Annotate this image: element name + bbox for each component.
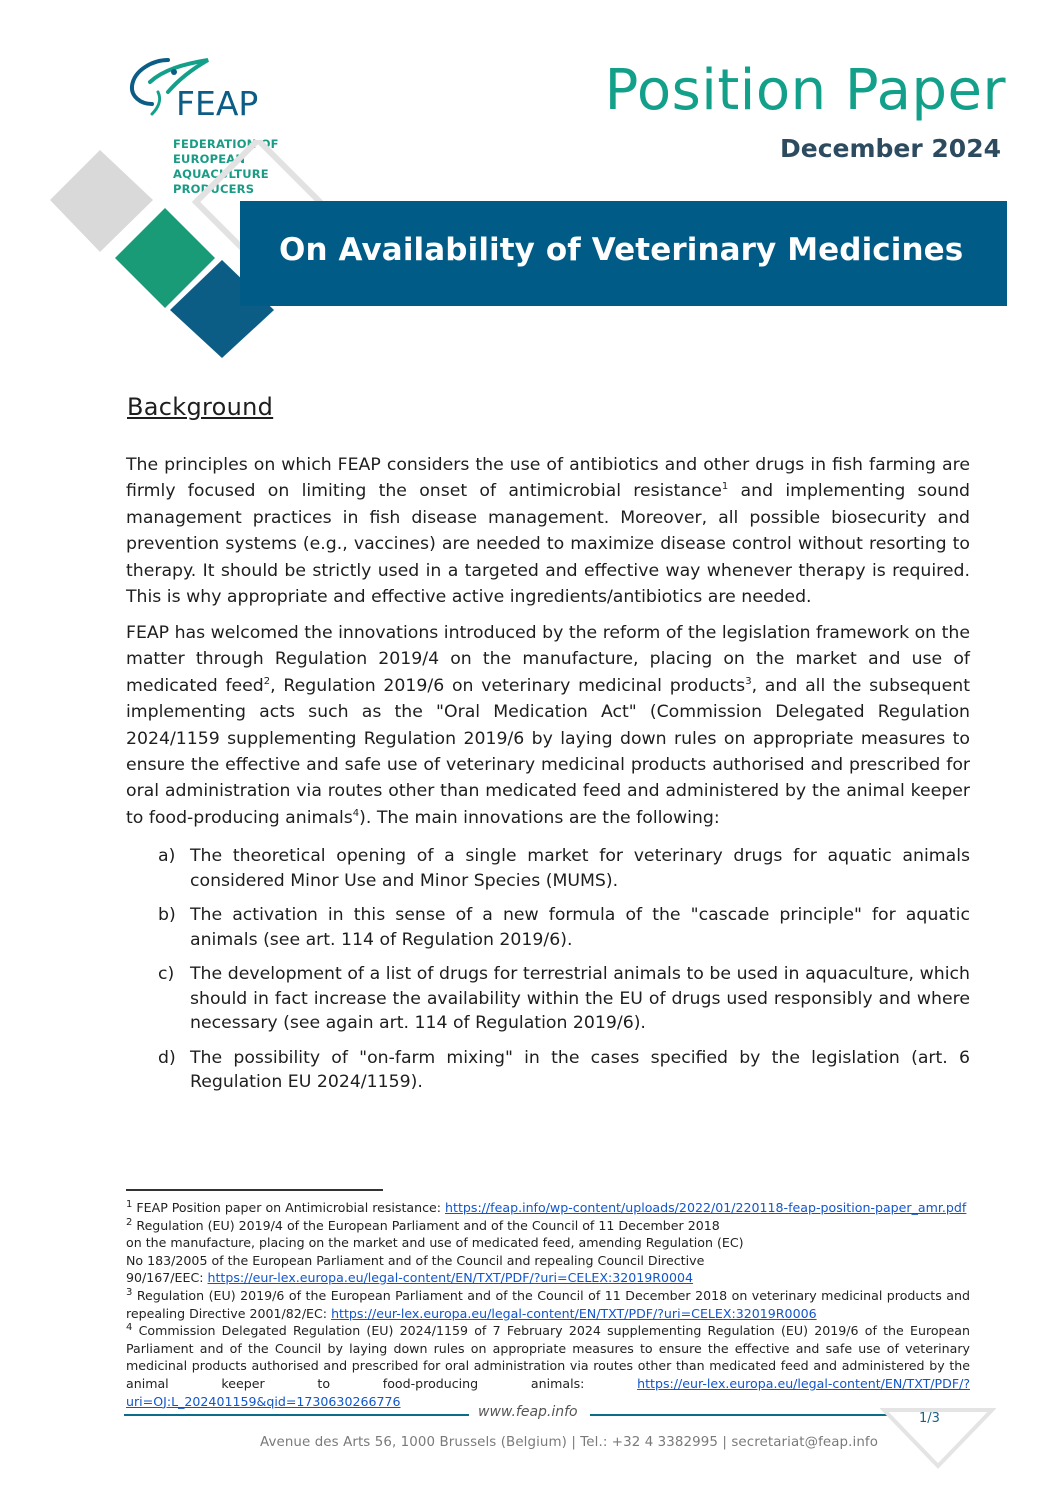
footnote-link[interactable]: https://eur-lex.europa.eu/legal-content/EN/TXT/PDF/?uri=CELEX:32019R0006 (331, 1305, 817, 1321)
list-item-text: The development of a list of drugs for terrestrial animals to be used in aquaculture, which should in fact increase the availability within the EU of drugs used responsibly and where necessary (see again art. 114 of Regulation 2019/6). (190, 964, 970, 1033)
list-marker: c) (158, 964, 175, 984)
footer-website-link[interactable]: www.feap.info (478, 1404, 578, 1420)
footer-rule-right (590, 1414, 890, 1416)
list-item-text: The theoretical opening of a single market for veterinary drugs for aquatic animals considered Minor Use and Minor Species (MUMS). (190, 846, 970, 891)
list-item (158, 903, 970, 952)
footnote-link[interactable]: https://eur-lex.europa.eu/legal-content/EN/TXT/PDF/?uri=OJ:L_202401159&qid=1730630266776 (126, 1375, 970, 1409)
footnote-ref[interactable]: 2 (263, 676, 271, 688)
section-heading: Background (127, 393, 274, 421)
footnote-link[interactable]: https://feap.info/wp-content/uploads/2022/01/220118-feap-position-paper_amr.pdf (445, 1200, 967, 1215)
list-item-text: The possibility of "on-farm mixing" in the cases specified by the legislation (art. 6 Regulation EU 2024/1159). (190, 1047, 970, 1092)
paragraph-1: The principles on which FEAP considers the use of antibiotics and other drugs in fish farming are firmly focused on limiting the onset of antimicrobial resistance$^1$ and implementing sound management practices in fish disease management. Moreover, all possible biosecurity and prevention systems (e.g., vaccines) are needed to maximize disease control without resorting to therapy. It should be strictly used in a targeted and effective way whenever therapy is required. This is why appropriate and effective active ingredients/antibiotics are needed. (126, 455, 971, 608)
document-date: December 2024 (780, 134, 1001, 163)
innovations-list (158, 844, 970, 1105)
footnote-separator (126, 1189, 383, 1191)
logo-subtitle-line: AQUACULTURE (173, 167, 269, 181)
footnote-ref[interactable]: 4 (352, 808, 360, 820)
document-type-title: Position Paper (604, 58, 1006, 123)
logo-subtitle-line: PRODUCERS (173, 182, 255, 196)
footnote-ref[interactable]: 3 (745, 676, 752, 688)
page-title: On Availability of Veterinary Medicines (279, 232, 964, 268)
footnote-link[interactable]: https://eur-lex.europa.eu/legal-content/EN/TXT/PDF/?uri=CELEX:32019R0004 (207, 1270, 694, 1286)
list-marker: d) (158, 1047, 176, 1068)
list-item (158, 1046, 970, 1095)
footnote-ref[interactable]: 1 (721, 481, 729, 493)
list-item-text: The activation in this sense of a new formula of the "cascade principle" for aquatic animals (see art. 114 of Regulation 2019/6). (190, 905, 970, 950)
footnote-3: $^3$ Regulation (EU) 2019/6 of the European Parliament and of the Council of 11 December 2018 on veterinary medicinal products and repealing Directive 2001/82/EC: https://eur-lex.europa.eu/legal-content/EN/TXT/PDF/?uri=CELEX:32019R0006 (126, 1286, 970, 1321)
paragraph-2: FEAP has welcomed the innovations introduced by the reform of the legislation framework on the matter through Regulation 2019/4 on the manufacture, placing on the market and use of medicated feed$^2$, Regulation 2019/6 on veterinary medicinal products$^3$, and all the subsequent implementing acts such as the "Oral Medication Act" (Commission Delegated Regulation 2024/1159 supplementing Regulation 2019/6 by laying down rules on appropriate measures to ensure the effective and safe use of veterinary medicinal products authorised and prescribed for oral administration via routes other than medicated feed and administered by the animal keeper to food-producing animals$^4$). The main innovations are the following: (126, 623, 970, 828)
footer-address: Avenue des Arts 56, 1000 Brussels (Belgium) | Tel.: +32 4 3382995 | secretariat@feap.info (260, 1435, 879, 1450)
list-marker: b) (158, 905, 176, 925)
footnotes (126, 1199, 970, 1410)
list-marker: a) (158, 846, 176, 866)
list-item (158, 962, 970, 1036)
footnote-1: $^1$ FEAP Position paper on Antimicrobial resistance: https://feap.info/wp-content/uploads/2022/01/220118-feap-position-paper_amr.pdf (126, 1198, 967, 1215)
logo-wordmark: FEAP (176, 84, 259, 123)
list-item (158, 844, 970, 893)
logo-subtitle-line: EUROPEAN (173, 152, 246, 166)
footnote-4: $^4$ Commission Delegated Regulation (EU) 2024/1159 of 7 February 2024 supplementing Regulation (EU) 2019/6 of the European Parliament and of the Council by laying down rules on appropriate measures to ensure the effective and safe use of veterinary medicinal products authorised and prescribed for oral administration via routes other than medicated feed and administered by the animal keeper to food-producing animals: https://eur-lex.europa.eu/legal-content/EN/TXT/PDF/?uri=OJ:L_202401159&qid=1730630266776 (126, 1321, 970, 1409)
footer-rule-left (124, 1414, 469, 1416)
footnote-2: $^2$ Regulation (EU) 2019/4 of the European Parliament and of the Council of 11 December 2018 on the manufacture, placing on the market and use of medicated feed, amending Regulation (EC) No 183/2005 of the European Parliament and of the Council and repealing Council Directive 90/167/EEC: https://eur-lex.europa.eu/legal-content/EN/TXT/PDF/?uri=CELEX:32019R0004 (126, 1216, 744, 1286)
logo-subtitle-line: FEDERATION OF (173, 137, 279, 151)
page-number: 1/3 (919, 1411, 940, 1426)
